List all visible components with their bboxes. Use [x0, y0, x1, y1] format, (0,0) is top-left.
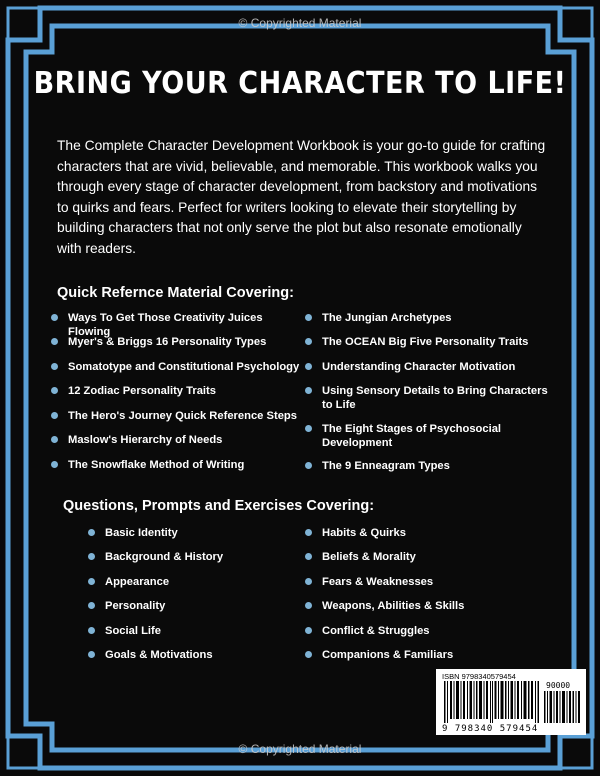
list-item: The Hero's Journey Quick Reference Steps: [51, 410, 297, 424]
list-item: Companions & Familiars: [305, 649, 453, 663]
isbn-label: ISBN 9798340579454: [442, 672, 516, 681]
bullet-icon: [305, 462, 312, 469]
list-item: Goals & Motivations: [88, 649, 213, 663]
bullet-icon: [88, 602, 95, 609]
bullet-icon: [88, 651, 95, 658]
bullet-icon: [51, 387, 58, 394]
bullet-icon: [305, 627, 312, 634]
bullet-icon: [88, 578, 95, 585]
barcode-bars-icon: [444, 681, 540, 723]
list-item: Personality: [88, 600, 165, 614]
bullet-icon: [51, 412, 58, 419]
bullet-icon: [51, 338, 58, 345]
list-item: Myer's & Briggs 16 Personality Types: [51, 336, 266, 350]
bullet-icon: [88, 529, 95, 536]
list-item: The 9 Enneagram Types: [305, 460, 450, 474]
bullet-icon: [305, 651, 312, 658]
list-item: Conflict & Struggles: [305, 625, 430, 639]
questions-section-title: Questions, Prompts and Exercises Covering:: [63, 498, 375, 514]
list-item: The OCEAN Big Five Personality Traits: [305, 336, 528, 350]
bullet-icon: [51, 461, 58, 468]
list-item: Beliefs & Morality: [305, 551, 416, 565]
list-item: Somatotype and Constitutional Psychology: [51, 361, 299, 375]
bullet-icon: [305, 387, 312, 394]
bullet-icon: [305, 425, 312, 432]
bullet-icon: [305, 338, 312, 345]
list-item: 12 Zodiac Personality Traits: [51, 385, 216, 399]
headline: BRING YOUR CHARACTER TO LIFE!: [33, 66, 567, 101]
bullet-icon: [305, 363, 312, 370]
copyright-watermark-top: © Copyrighted Material: [238, 16, 362, 30]
bullet-icon: [305, 578, 312, 585]
bullet-icon: [51, 363, 58, 370]
bullet-icon: [51, 436, 58, 443]
list-item: Fears & Weaknesses: [305, 576, 433, 590]
isbn-barcode: [436, 669, 586, 735]
bullet-icon: [305, 553, 312, 560]
list-item: The Snowflake Method of Writing: [51, 459, 244, 473]
bullet-icon: [88, 553, 95, 560]
copyright-watermark-bottom: © Copyrighted Material: [238, 742, 362, 756]
list-item: Social Life: [88, 625, 161, 639]
bullet-icon: [88, 627, 95, 634]
list-item: Basic Identity: [88, 527, 178, 541]
list-item: Understanding Character Motivation: [305, 361, 515, 375]
list-item: The Jungian Archetypes: [305, 312, 452, 326]
list-item: Appearance: [88, 576, 169, 590]
price-code: 90000: [546, 681, 571, 690]
bullet-icon: [305, 602, 312, 609]
list-item: Habits & Quirks: [305, 527, 406, 541]
list-item: Using Sensory Details to Bring Characters to Life: [305, 385, 560, 412]
bullet-icon: [305, 529, 312, 536]
reference-section-title: Quick Refernce Material Covering:: [57, 285, 294, 301]
bullet-icon: [305, 314, 312, 321]
isbn-digits: 9 798340 579454: [442, 724, 539, 734]
intro-paragraph: The Complete Character Development Workbook is your go-to guide for crafting characters that are vivid, believable, and memorable. This workbook walks you through every stage of character development, from backstory and motivations to quirks and fears. Perfect for writers looking to elevate their storytelling by building characters that not only serve the plot but also resonate emotionally with readers.: [57, 138, 546, 256]
list-item: Maslow's Hierarchy of Needs: [51, 434, 222, 448]
list-item: Weapons, Abilities & Skills: [305, 600, 464, 614]
list-item: Background & History: [88, 551, 223, 565]
price-bars-icon: [544, 691, 580, 723]
list-item: Ways To Get Those Creativity Juices Flowing: [51, 312, 301, 339]
bullet-icon: [51, 314, 58, 321]
list-item: The Eight Stages of Psychosocial Development: [305, 423, 560, 450]
